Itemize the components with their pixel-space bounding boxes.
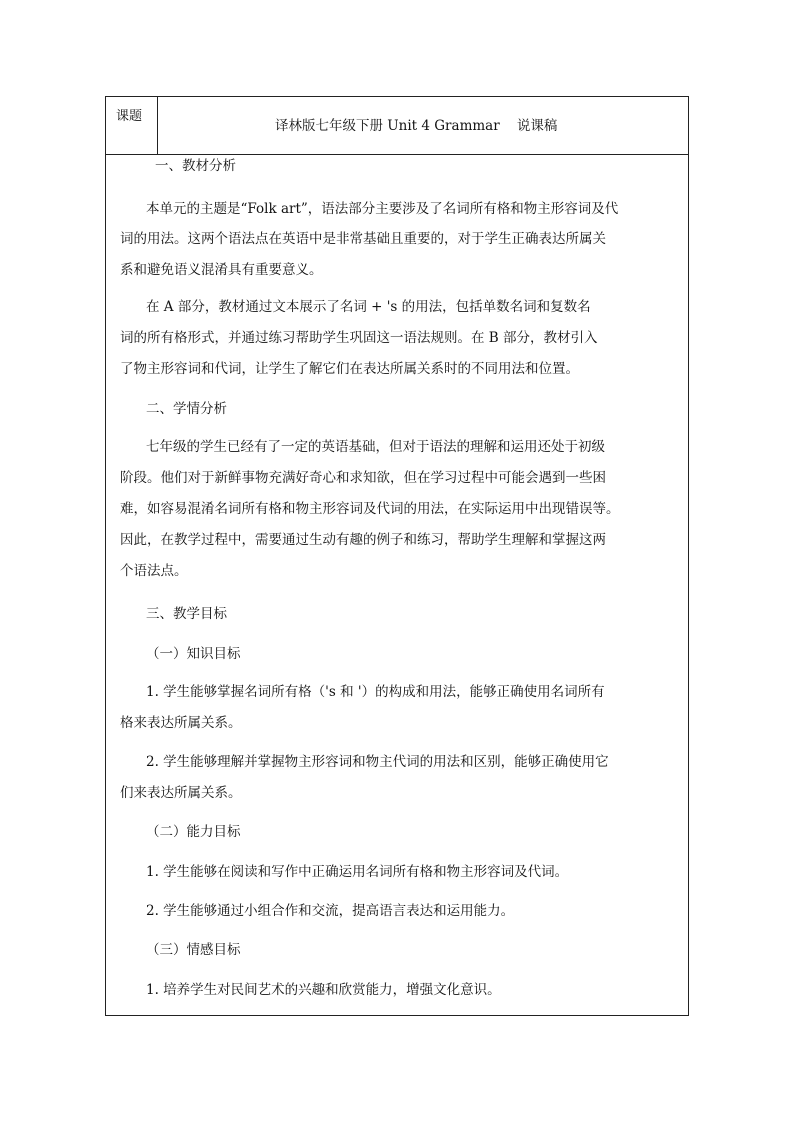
section-heading: 一、教材分析	[155, 158, 236, 174]
paragraph-line: 们来表达所属关系。	[120, 785, 242, 801]
paragraph-line: 本单元的主题是“Folk art”，语法部分主要涉及了名词所有格和物主形容词及代	[146, 201, 619, 217]
subsection-heading: （三）情感目标	[146, 942, 241, 958]
paragraph-line: 1. 学生能够在阅读和写作中正确运用名词所有格和物主形容词及代词。	[146, 864, 569, 880]
paragraph-line: 在 A 部分，教材通过文本展示了名词 + 's 的用法，包括单数名词和复数名	[146, 299, 591, 315]
paragraph-line: 2. 学生能够通过小组合作和交流，提高语言表达和运用能力。	[146, 903, 515, 919]
paragraph-line: 了物主形容词和代词，让学生了解它们在表达所属关系时的不同用法和位置。	[120, 361, 579, 377]
paragraph-line: 系和避免语义混淆具有重要意义。	[120, 262, 323, 278]
subsection-heading: （一）知识目标	[146, 646, 241, 662]
paragraph-line: 难，如容易混淆名词所有格和物主形容词及代词的用法，在实际运用中出现错误等。	[120, 501, 620, 517]
paragraph-line: 1. 学生能够掌握名词所有格（'s 和 '）的构成和用法，能够正确使用名词所有	[146, 684, 605, 700]
subsection-heading: （二）能力目标	[146, 824, 241, 840]
section-heading: 二、学情分析	[146, 401, 227, 417]
title-row	[106, 97, 688, 155]
paragraph-line: 个语法点。	[120, 563, 188, 579]
paragraph-line: 七年级的学生已经有了一定的英语基础，但对于语法的理解和运用还处于初级	[146, 439, 605, 455]
paragraph-line: 阶段。他们对于新鲜事物充满好奇心和求知欲，但在学习过程中可能会遇到一些困	[120, 470, 606, 486]
paragraph-line: 因此，在教学过程中，需要通过生动有趣的例子和练习，帮助学生理解和掌握这两	[120, 532, 606, 548]
paragraph-line: 格来表达所属关系。	[120, 715, 242, 731]
section-heading: 三、教学目标	[146, 606, 227, 622]
paragraph-line: 2. 学生能够理解并掌握物主形容词和物主代词的用法和区别，能够正确使用它	[146, 754, 609, 770]
content-cell	[106, 155, 688, 1015]
paragraph-line: 词的所有格形式，并通过练习帮助学生巩固这一语法规则。在 B 部分，教材引入	[120, 330, 598, 346]
topic-label: 课题	[106, 97, 158, 154]
paragraph-line: 1. 培养学生对民间艺术的兴趣和欣赏能力，增强文化意识。	[146, 982, 501, 998]
paragraph-line: 词的用法。这两个语法点在英语中是非常基础且重要的，对于学生正确表达所属关	[120, 231, 606, 247]
lesson-plan-table	[105, 96, 689, 1016]
lesson-title: 译林版七年级下册 Unit 4 Grammar 说课稿	[275, 118, 558, 134]
